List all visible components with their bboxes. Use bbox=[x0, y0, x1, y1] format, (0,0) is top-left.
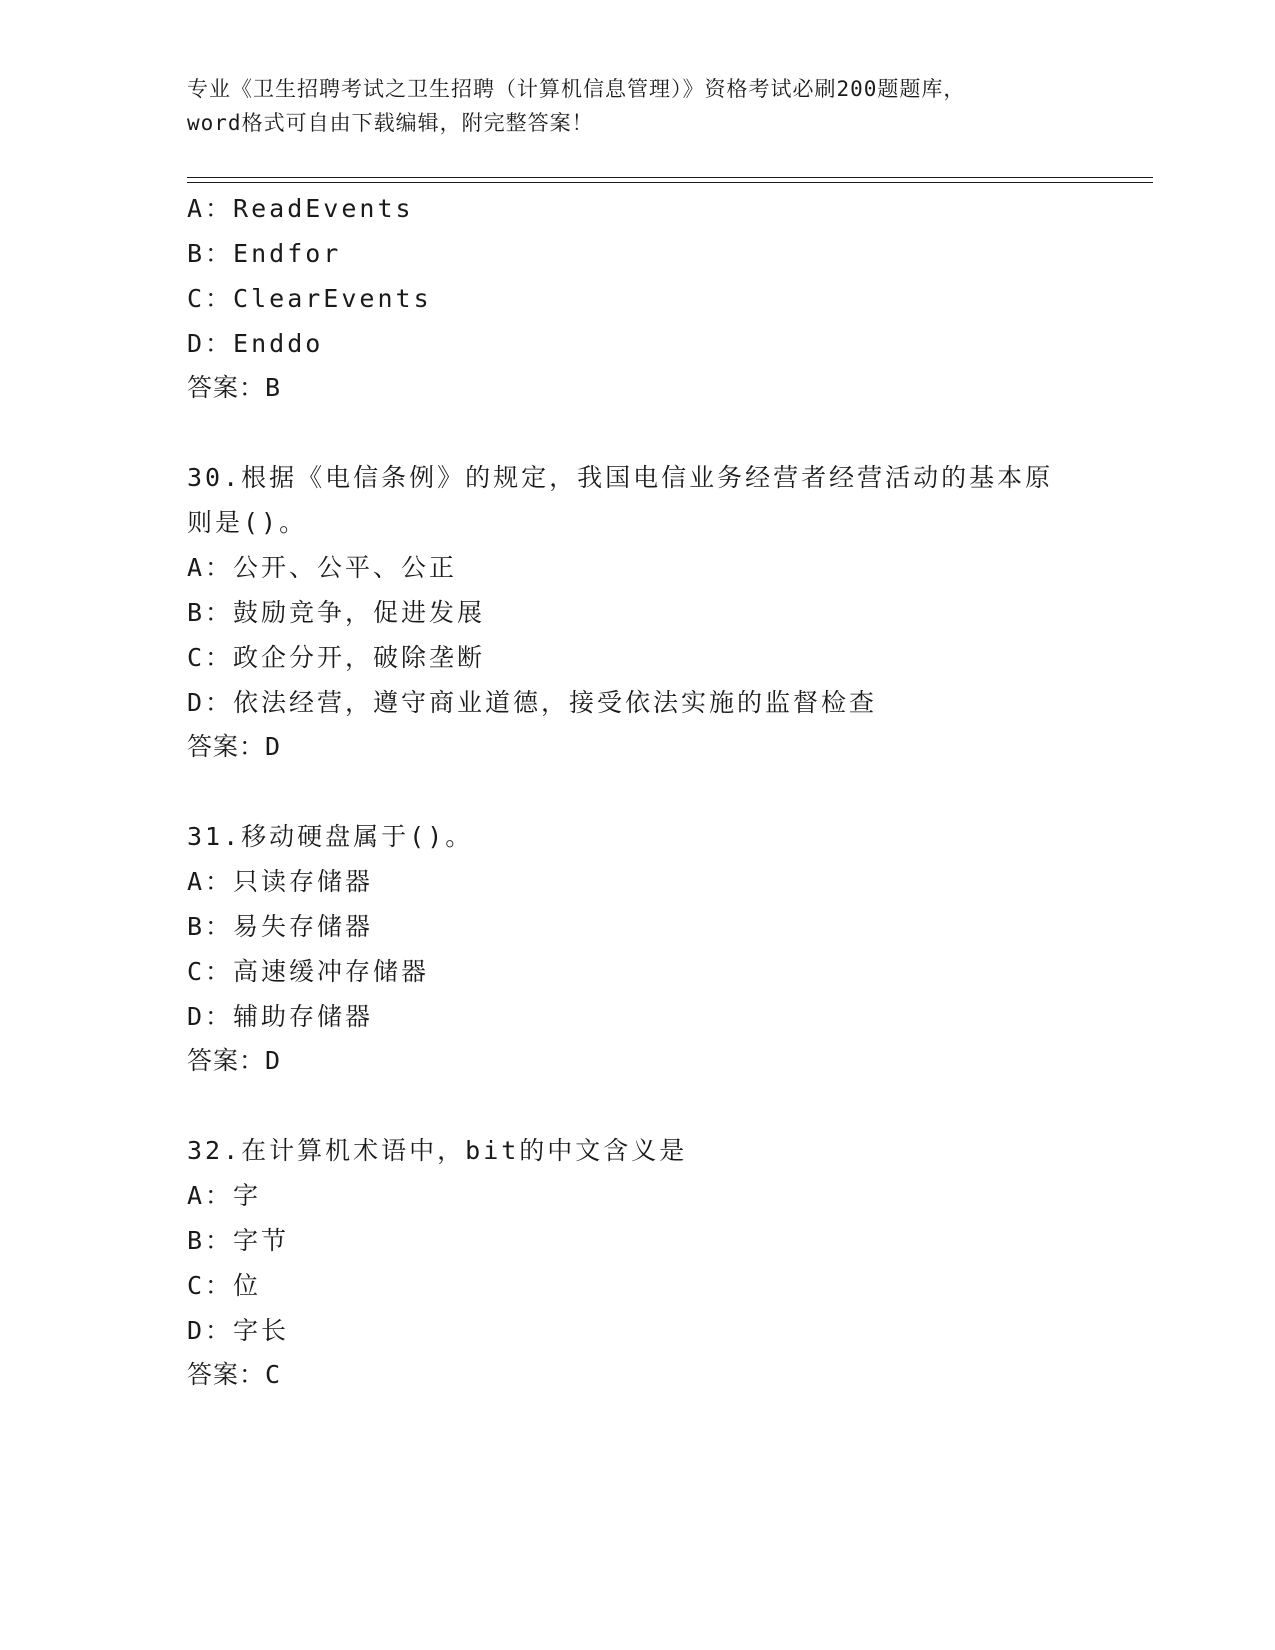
q29-option-b: B：Endfor bbox=[187, 239, 342, 268]
header-line-2: word格式可自由下载编辑，附完整答案！ bbox=[187, 111, 594, 135]
q31-answer: 答案：D bbox=[187, 1046, 282, 1075]
q30-option-d: D：依法经营，遵守商业道德，接受依法实施的监督检查 bbox=[187, 688, 878, 717]
q31-stem-line-1: 31.移动硬盘属于()。 bbox=[187, 822, 474, 851]
q32-option-c: C：位 bbox=[187, 1271, 262, 1300]
q31-option-a: A：只读存储器 bbox=[187, 867, 374, 896]
q32-stem-line-1: 32.在计算机术语中，bit的中文含义是 bbox=[187, 1136, 688, 1165]
q30-answer: 答案：D bbox=[187, 732, 282, 761]
q32-option-a: A：字 bbox=[187, 1181, 262, 1210]
header-line-1: 专业《卫生招聘考试之卫生招聘（计算机信息管理）》资格考试必刷200题题库， bbox=[187, 77, 966, 101]
q32-option-d: D：字长 bbox=[187, 1316, 290, 1345]
q32-answer: 答案：C bbox=[187, 1360, 282, 1389]
q31-option-d: D：辅助存储器 bbox=[187, 1002, 374, 1031]
q30-option-b: B：鼓励竞争，促进发展 bbox=[187, 598, 486, 627]
q30-stem-line-2: 则是()。 bbox=[187, 508, 308, 537]
header-divider-bottom bbox=[187, 182, 1153, 183]
q30-option-a: A：公开、公平、公正 bbox=[187, 553, 458, 582]
document-header bbox=[187, 72, 1087, 140]
q29-option-a: A：ReadEvents bbox=[187, 194, 414, 223]
q31-option-c: C：高速缓冲存储器 bbox=[187, 957, 430, 986]
q29-option-d: D：Enddo bbox=[187, 329, 324, 358]
q29-answer: 答案：B bbox=[187, 373, 282, 402]
header-divider-top bbox=[187, 177, 1153, 178]
q32-option-b: B：字节 bbox=[187, 1226, 290, 1255]
q29-option-c: C：ClearEvents bbox=[187, 284, 432, 313]
q31-option-b: B：易失存储器 bbox=[187, 912, 374, 941]
q30-stem-line-1: 30.根据《电信条例》的规定，我国电信业务经营者经营活动的基本原 bbox=[187, 463, 1054, 492]
q30-option-c: C：政企分开，破除垄断 bbox=[187, 643, 486, 672]
